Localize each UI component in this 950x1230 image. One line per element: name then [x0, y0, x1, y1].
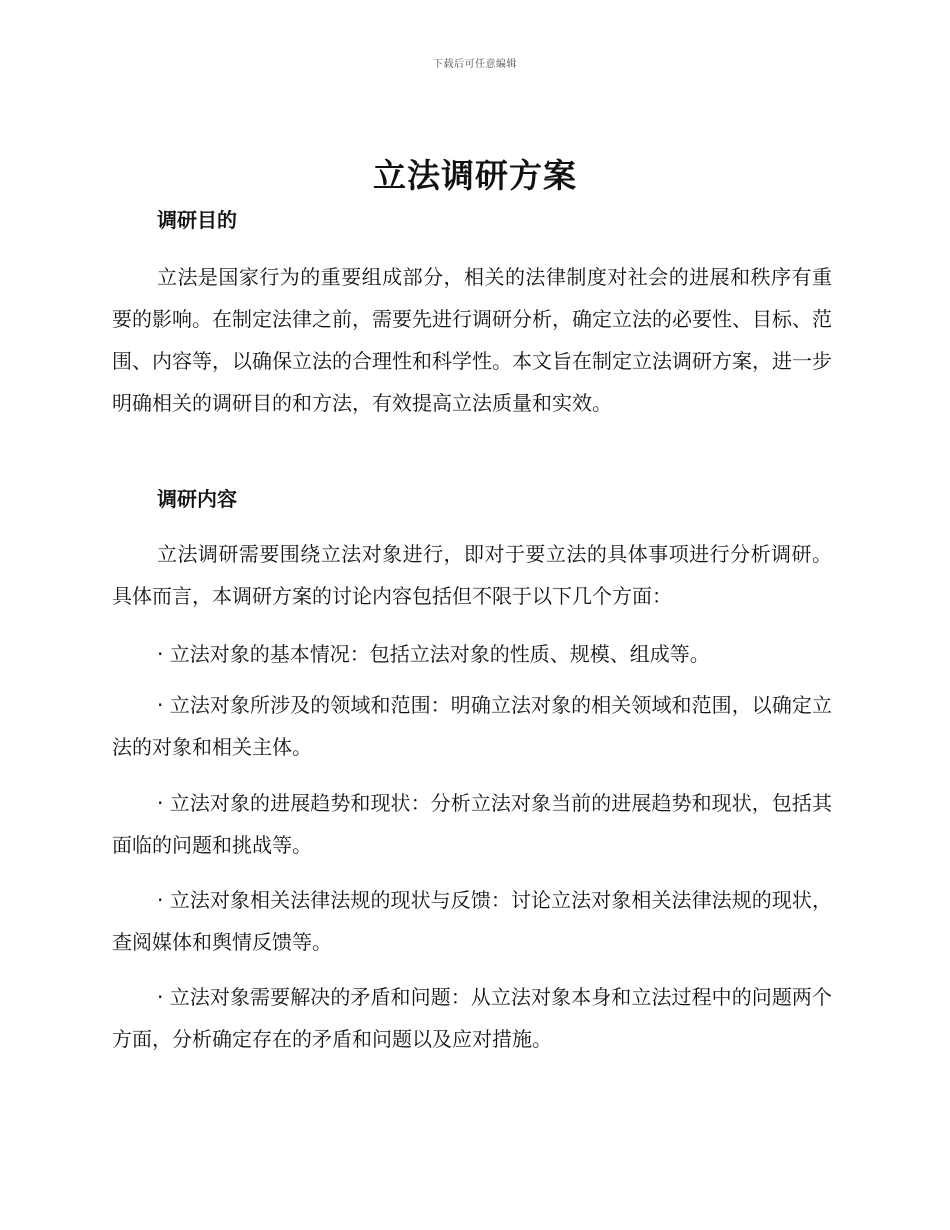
header-note: 下载后可任意编辑	[433, 59, 517, 70]
list-item-text: · 立法对象的进展趋势和现状：分析立法对象当前的进展趋势和现状，包括其面临的问题和挑战等。	[112, 791, 832, 857]
section-body-content-intro	[112, 533, 832, 617]
section-heading-content	[157, 485, 237, 513]
paragraph: 立法是国家行为的重要组成部分，相关的法律制度对社会的进展和秩序有重要的影响。在制定法律之前，需要先进行调研分析，确定立法的必要性、目标、范围、内容等，以确保立法的合理性和科学性。本文旨在制定立法调研方案，进一步明确相关的调研目的和方法，有效提高立法质量和实效。	[112, 265, 832, 415]
document-title: 立法调研方案	[373, 156, 577, 195]
list-item-text: · 立法对象所涉及的领域和范围：明确立法对象的相关领域和范围，以确定立法的对象和相关主体。	[112, 693, 832, 759]
list-item	[112, 879, 832, 963]
list-item-text: · 立法对象需要解决的矛盾和问题：从立法对象本身和立法过程中的问题两个方面，分析确定存在的矛盾和问题以及应对措施。	[112, 985, 832, 1051]
section-heading-label: 调研内容	[157, 487, 237, 511]
list-item	[112, 976, 832, 1060]
list-item	[112, 684, 832, 768]
list-item-text: · 立法对象相关法律法规的现状与反馈：讨论立法对象相关法律法规的现状，查阅媒体和舆情反馈等。	[112, 888, 832, 954]
list-item	[112, 633, 832, 675]
section-heading-purpose: 调研目的	[157, 208, 237, 232]
list-item-text: · 立法对象的基本情况：包括立法对象的性质、规模、组成等。	[157, 642, 710, 666]
list-item	[112, 782, 832, 866]
section-body-purpose	[112, 256, 832, 424]
paragraph: 立法调研需要围绕立法对象进行，即对于要立法的具体事项进行分析调研。具体而言，本调研方案的讨论内容包括但不限于以下几个方面：	[112, 542, 832, 608]
